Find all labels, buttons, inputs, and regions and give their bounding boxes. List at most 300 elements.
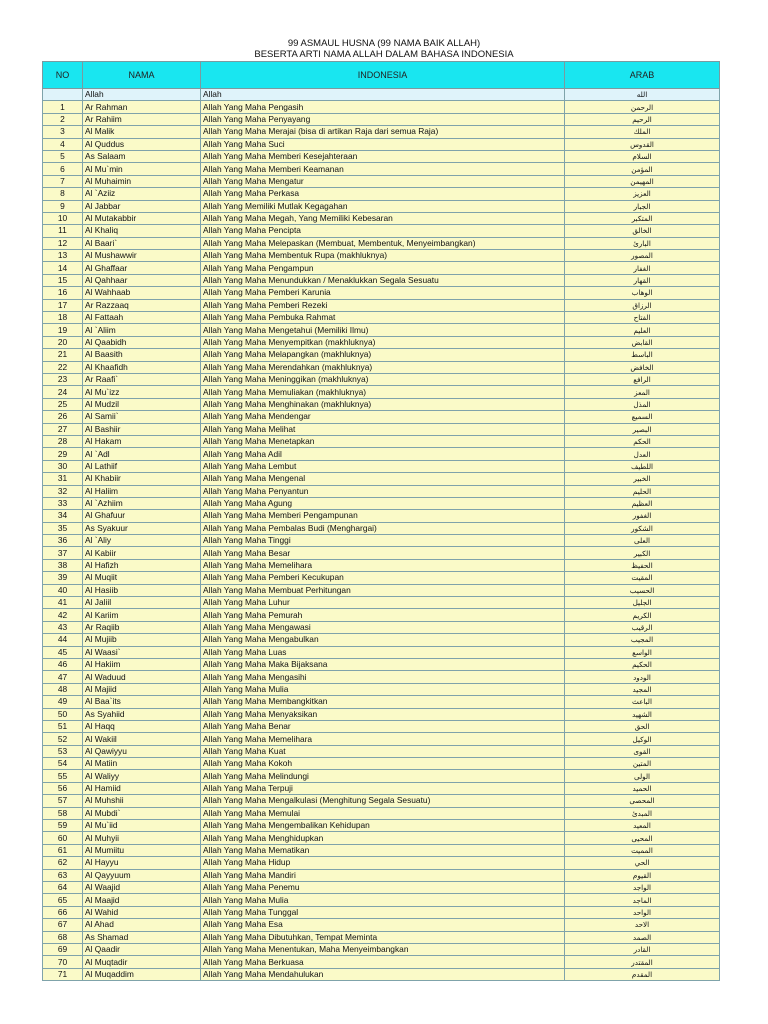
row-indonesian-meaning: Allah Yang Maha Esa	[201, 919, 565, 931]
row-number: 1	[43, 101, 83, 113]
table-row	[43, 597, 720, 609]
row-arabic-name: الرقيب	[565, 621, 720, 633]
table-row	[43, 621, 720, 633]
table-row	[43, 101, 720, 113]
row-number: 22	[43, 361, 83, 373]
row-indonesian-meaning: Allah Yang Maha Merajai (bisa di artikan Raja dari semua Raja)	[201, 126, 565, 138]
row-indonesian-meaning: Allah Yang Maha Luhur	[201, 597, 565, 609]
row-arabic-name: الخبير	[565, 473, 720, 485]
row-arabic-name: الحميد	[565, 782, 720, 794]
table-row	[43, 758, 720, 770]
row-number: 52	[43, 733, 83, 745]
row-name: Al Kariim	[83, 609, 201, 621]
table-row	[43, 894, 720, 906]
row-name: Al Jaliil	[83, 597, 201, 609]
row-name: Al Qahhaar	[83, 274, 201, 286]
row-arabic-name: الرزاق	[565, 299, 720, 311]
row-indonesian-meaning: Allah Yang Maha Mulia	[201, 894, 565, 906]
row-number: 41	[43, 597, 83, 609]
row-number: 30	[43, 460, 83, 472]
row-arabic-name: الله	[565, 89, 720, 101]
row-name: Al Mu`min	[83, 163, 201, 175]
row-indonesian-meaning: Allah Yang Maha Mendengar	[201, 411, 565, 423]
table-row	[43, 212, 720, 224]
row-name: Al Kabiir	[83, 547, 201, 559]
row-indonesian-meaning: Allah Yang Maha Memberi Keamanan	[201, 163, 565, 175]
row-arabic-name: الرافع	[565, 373, 720, 385]
table-row	[43, 460, 720, 472]
row-indonesian-meaning: Allah Yang Maha Memelihara	[201, 733, 565, 745]
row-name: Al Hafizh	[83, 559, 201, 571]
row-indonesian-meaning: Allah Yang Maha Mengabulkan	[201, 634, 565, 646]
table-row	[43, 435, 720, 447]
row-indonesian-meaning: Allah Yang Maha Megah, Yang Memiliki Kebesaran	[201, 212, 565, 224]
row-indonesian-meaning: Allah Yang Maha Berkuasa	[201, 956, 565, 968]
row-number: 12	[43, 237, 83, 249]
row-name: Al Malik	[83, 126, 201, 138]
row-arabic-name: الملك	[565, 126, 720, 138]
row-number: 59	[43, 820, 83, 832]
row-arabic-name: المحصى	[565, 795, 720, 807]
row-indonesian-meaning: Allah Yang Maha Hidup	[201, 857, 565, 869]
table-row	[43, 175, 720, 187]
row-name: Al Khaliq	[83, 225, 201, 237]
row-arabic-name: العليم	[565, 324, 720, 336]
row-name: As Salaam	[83, 150, 201, 162]
row-indonesian-meaning: Allah Yang Maha Memberi Pengampunan	[201, 510, 565, 522]
row-indonesian-meaning: Allah Yang Maha Pembuka Rahmat	[201, 312, 565, 324]
row-indonesian-meaning: Allah Yang Maha Melepaskan (Membuat, Membentuk, Menyeimbangkan)	[201, 237, 565, 249]
row-name: As Syahiid	[83, 708, 201, 720]
row-number: 68	[43, 931, 83, 943]
row-number: 61	[43, 844, 83, 856]
row-number: 48	[43, 683, 83, 695]
row-number: 19	[43, 324, 83, 336]
row-number: 13	[43, 250, 83, 262]
row-indonesian-meaning: Allah Yang Maha Benar	[201, 720, 565, 732]
table-header-row	[43, 62, 720, 89]
row-name: Al Ghafuur	[83, 510, 201, 522]
row-name: Al Mu`izz	[83, 386, 201, 398]
row-number: 55	[43, 770, 83, 782]
row-arabic-name: العزيز	[565, 188, 720, 200]
row-name: Al `Adl	[83, 448, 201, 460]
row-arabic-name: الولى	[565, 770, 720, 782]
table-row	[43, 943, 720, 955]
row-indonesian-meaning: Allah Yang Maha Mandiri	[201, 869, 565, 881]
row-number: 37	[43, 547, 83, 559]
row-indonesian-meaning: Allah Yang Maha Mengasihi	[201, 671, 565, 683]
row-name: Al Ahad	[83, 919, 201, 931]
row-arabic-name: الجليل	[565, 597, 720, 609]
row-arabic-name: الكريم	[565, 609, 720, 621]
row-name: Al `Azhiim	[83, 497, 201, 509]
row-number: 50	[43, 708, 83, 720]
row-indonesian-meaning: Allah Yang Maha Mulia	[201, 683, 565, 695]
row-number: 39	[43, 572, 83, 584]
row-arabic-name: القهار	[565, 274, 720, 286]
row-number: 38	[43, 559, 83, 571]
row-number: 35	[43, 522, 83, 534]
row-number: 44	[43, 634, 83, 646]
row-indonesian-meaning: Allah Yang Maha Menentukan, Maha Menyeimbangkan	[201, 943, 565, 955]
row-number: 8	[43, 188, 83, 200]
table-row	[43, 473, 720, 485]
row-arabic-name: الكبير	[565, 547, 720, 559]
row-arabic-name: المؤمن	[565, 163, 720, 175]
row-name: Al Mu`iid	[83, 820, 201, 832]
row-indonesian-meaning: Allah Yang Maha Merendahkan (makhluknya)	[201, 361, 565, 373]
table-row	[43, 312, 720, 324]
table-row	[43, 956, 720, 968]
row-number: 32	[43, 485, 83, 497]
row-number: 9	[43, 200, 83, 212]
row-indonesian-meaning: Allah Yang Maha Membentuk Rupa (makhluknya)	[201, 250, 565, 262]
table-row	[43, 349, 720, 361]
row-name: Al Haqq	[83, 720, 201, 732]
row-name: Al Maajid	[83, 894, 201, 906]
row-arabic-name: العدل	[565, 448, 720, 460]
row-indonesian-meaning: Allah Yang Maha Menghinakan (makhluknya)	[201, 398, 565, 410]
row-indonesian-meaning: Allah Yang Maha Mengenal	[201, 473, 565, 485]
row-indonesian-meaning: Allah Yang Maha Penyayang	[201, 113, 565, 125]
row-number: 53	[43, 745, 83, 757]
row-indonesian-meaning: Allah Yang Maha Dibutuhkan, Tempat Meminta	[201, 931, 565, 943]
row-indonesian-meaning: Allah Yang Maha Pencipta	[201, 225, 565, 237]
row-name: Al Mutakabbir	[83, 212, 201, 224]
row-name: Al `Aliy	[83, 535, 201, 547]
row-arabic-name: المعز	[565, 386, 720, 398]
row-name: Al Baari`	[83, 237, 201, 249]
row-name: Al Waasi`	[83, 646, 201, 658]
table-row	[43, 770, 720, 782]
row-name: Al Haliim	[83, 485, 201, 497]
row-name: Al Wahid	[83, 906, 201, 918]
row-number: 31	[43, 473, 83, 485]
row-number: 43	[43, 621, 83, 633]
row-name: Al Muqaddim	[83, 968, 201, 980]
row-number: 33	[43, 497, 83, 509]
row-indonesian-meaning: Allah Yang Maha Lembut	[201, 460, 565, 472]
row-number: 21	[43, 349, 83, 361]
table-row	[43, 869, 720, 881]
row-arabic-name: الواجد	[565, 882, 720, 894]
row-arabic-name: المحيى	[565, 832, 720, 844]
row-arabic-name: المبدئ	[565, 807, 720, 819]
row-name: Al Waduud	[83, 671, 201, 683]
row-arabic-name: اللطيف	[565, 460, 720, 472]
table-row	[43, 696, 720, 708]
row-arabic-name: الواحد	[565, 906, 720, 918]
row-arabic-name: الواسع	[565, 646, 720, 658]
table-row	[43, 423, 720, 435]
row-name: Al Baasith	[83, 349, 201, 361]
row-arabic-name: الماجد	[565, 894, 720, 906]
row-name: Al Matiin	[83, 758, 201, 770]
row-arabic-name: الحي	[565, 857, 720, 869]
row-name: Ar Rahman	[83, 101, 201, 113]
row-arabic-name: الحفيظ	[565, 559, 720, 571]
row-indonesian-meaning: Allah Yang Maha Maka Bijaksana	[201, 658, 565, 670]
table-row	[43, 411, 720, 423]
row-indonesian-meaning: Allah Yang Maha Suci	[201, 138, 565, 150]
row-name: Ar Rahiim	[83, 113, 201, 125]
table-row	[43, 671, 720, 683]
row-number: 11	[43, 225, 83, 237]
table-row	[43, 658, 720, 670]
row-name: Al Majiid	[83, 683, 201, 695]
row-arabic-name: القادر	[565, 943, 720, 955]
row-number: 3	[43, 126, 83, 138]
table-row	[43, 584, 720, 596]
row-arabic-name: الغفور	[565, 510, 720, 522]
row-arabic-name: الحكيم	[565, 658, 720, 670]
row-indonesian-meaning: Allah Yang Maha Mengawasi	[201, 621, 565, 633]
row-name: Al `Aliim	[83, 324, 201, 336]
table-row	[43, 547, 720, 559]
row-arabic-name: المهيمن	[565, 175, 720, 187]
row-number: 2	[43, 113, 83, 125]
table-row	[43, 795, 720, 807]
row-number: 51	[43, 720, 83, 732]
row-arabic-name: المصور	[565, 250, 720, 262]
row-name: Al Muhaimin	[83, 175, 201, 187]
row-indonesian-meaning: Allah Yang Maha Mematikan	[201, 844, 565, 856]
row-indonesian-meaning: Allah Yang Maha Melindungi	[201, 770, 565, 782]
row-name: Al Quddus	[83, 138, 201, 150]
table-row	[43, 832, 720, 844]
row-number: 10	[43, 212, 83, 224]
row-arabic-name: الفتاح	[565, 312, 720, 324]
row-name: Al Jabbar	[83, 200, 201, 212]
row-arabic-name: القيوم	[565, 869, 720, 881]
row-name: Al Hamiid	[83, 782, 201, 794]
table-row	[43, 522, 720, 534]
row-number: 58	[43, 807, 83, 819]
row-indonesian-meaning: Allah Yang Maha Besar	[201, 547, 565, 559]
table-row	[43, 683, 720, 695]
table-row	[43, 820, 720, 832]
table-row	[43, 225, 720, 237]
row-arabic-name: الصمد	[565, 931, 720, 943]
row-arabic-name: البارئ	[565, 237, 720, 249]
row-arabic-name: المقيت	[565, 572, 720, 584]
row-indonesian-meaning: Allah Yang Maha Kuat	[201, 745, 565, 757]
row-indonesian-meaning: Allah Yang Maha Memelihara	[201, 559, 565, 571]
row-number: 6	[43, 163, 83, 175]
row-indonesian-meaning: Allah Yang Maha Agung	[201, 497, 565, 509]
table-row	[43, 361, 720, 373]
table-row	[43, 200, 720, 212]
row-number: 64	[43, 882, 83, 894]
row-indonesian-meaning: Allah Yang Maha Penemu	[201, 882, 565, 894]
row-name: Al Muqiit	[83, 572, 201, 584]
table-row	[43, 150, 720, 162]
row-name: As Shamad	[83, 931, 201, 943]
asmaul-husna-table	[42, 61, 720, 981]
row-arabic-name: الباسط	[565, 349, 720, 361]
table-row	[43, 720, 720, 732]
row-name: Al Hasiib	[83, 584, 201, 596]
row-number: 45	[43, 646, 83, 658]
row-name: Al Lathiif	[83, 460, 201, 472]
row-indonesian-meaning: Allah Yang Maha Meninggikan (makhluknya)	[201, 373, 565, 385]
table-row	[43, 113, 720, 125]
table-row	[43, 324, 720, 336]
header-arab: ARAB	[565, 62, 720, 89]
row-name: Al Hakam	[83, 435, 201, 447]
row-indonesian-meaning: Allah Yang Memiliki Mutlak Kegagahan	[201, 200, 565, 212]
row-number: 17	[43, 299, 83, 311]
row-number: 5	[43, 150, 83, 162]
document-title: 99 ASMAUL HUSNA (99 NAMA BAIK ALLAH)	[287, 38, 481, 49]
row-arabic-name: الباعث	[565, 696, 720, 708]
row-number	[43, 89, 83, 101]
row-name: Al Muqtadir	[83, 956, 201, 968]
row-indonesian-meaning: Allah Yang Maha Penyantun	[201, 485, 565, 497]
row-number: 15	[43, 274, 83, 286]
row-indonesian-meaning: Allah Yang Maha Menyempitkan (makhluknya)	[201, 336, 565, 348]
row-indonesian-meaning: Allah Yang Maha Menghidupkan	[201, 832, 565, 844]
row-arabic-name: الجبار	[565, 200, 720, 212]
row-number: 20	[43, 336, 83, 348]
row-name: Al Waliyy	[83, 770, 201, 782]
row-name: Al Muhshii	[83, 795, 201, 807]
header-no: NO	[43, 62, 83, 89]
table-row	[43, 262, 720, 274]
row-name: Ar Raafi`	[83, 373, 201, 385]
table-row	[43, 968, 720, 980]
row-arabic-name: القوى	[565, 745, 720, 757]
row-arabic-name: المتين	[565, 758, 720, 770]
row-indonesian-meaning: Allah Yang Maha Pembalas Budi (Menghargai)	[201, 522, 565, 534]
table-row	[43, 386, 720, 398]
table-row	[43, 919, 720, 931]
row-name: Al Mubdi`	[83, 807, 201, 819]
row-arabic-name: الاحد	[565, 919, 720, 931]
row-number: 70	[43, 956, 83, 968]
row-number: 36	[43, 535, 83, 547]
table-row	[43, 163, 720, 175]
row-arabic-name: الوهاب	[565, 287, 720, 299]
row-name: Ar Raqiib	[83, 621, 201, 633]
table-row	[43, 708, 720, 720]
row-number: 63	[43, 869, 83, 881]
row-indonesian-meaning: Allah Yang Maha Pengasih	[201, 101, 565, 113]
table-row	[43, 646, 720, 658]
row-arabic-name: السلام	[565, 150, 720, 162]
row-name: Al Mujiib	[83, 634, 201, 646]
row-name: Al Khabiir	[83, 473, 201, 485]
table-row	[43, 510, 720, 522]
row-name: Al Qawiyyu	[83, 745, 201, 757]
row-arabic-name: الغفار	[565, 262, 720, 274]
row-name: Al Hakiim	[83, 658, 201, 670]
row-number: 60	[43, 832, 83, 844]
row-name: Al Mudzil	[83, 398, 201, 410]
row-number: 65	[43, 894, 83, 906]
table-row	[43, 535, 720, 547]
row-arabic-name: السميع	[565, 411, 720, 423]
row-arabic-name: المعيد	[565, 820, 720, 832]
row-name: Al Mushawwir	[83, 250, 201, 262]
row-number: 27	[43, 423, 83, 435]
table-row	[43, 485, 720, 497]
row-arabic-name: الرحمن	[565, 101, 720, 113]
row-number: 71	[43, 968, 83, 980]
row-number: 40	[43, 584, 83, 596]
table-row	[43, 237, 720, 249]
row-indonesian-meaning: Allah Yang Maha Perkasa	[201, 188, 565, 200]
row-indonesian-meaning: Allah Yang Maha Pemberi Kecukupan	[201, 572, 565, 584]
row-indonesian-meaning: Allah Yang Maha Membangkitkan	[201, 696, 565, 708]
row-arabic-name: الخالق	[565, 225, 720, 237]
row-indonesian-meaning: Allah Yang Maha Tinggi	[201, 535, 565, 547]
row-name: Al Fattaah	[83, 312, 201, 324]
row-name: Al Baa`its	[83, 696, 201, 708]
table-row	[43, 844, 720, 856]
table-row	[43, 559, 720, 571]
row-arabic-name: البصير	[565, 423, 720, 435]
row-name: As Syakuur	[83, 522, 201, 534]
row-arabic-name: المتكبر	[565, 212, 720, 224]
row-indonesian-meaning: Allah Yang Maha Memulai	[201, 807, 565, 819]
row-arabic-name: الحليم	[565, 485, 720, 497]
row-arabic-name: المجيب	[565, 634, 720, 646]
row-arabic-name: المقدم	[565, 968, 720, 980]
row-number: 67	[43, 919, 83, 931]
row-indonesian-meaning: Allah Yang Maha Mengatur	[201, 175, 565, 187]
row-arabic-name: الحسيب	[565, 584, 720, 596]
row-indonesian-meaning: Allah Yang Maha Luas	[201, 646, 565, 658]
row-name: Al `Aziiz	[83, 188, 201, 200]
row-indonesian-meaning: Allah Yang Maha Menyaksikan	[201, 708, 565, 720]
row-indonesian-meaning: Allah Yang Maha Terpuji	[201, 782, 565, 794]
row-indonesian-meaning: Allah Yang Maha Menundukkan / Menaklukkan Segala Sesuatu	[201, 274, 565, 286]
row-indonesian-meaning: Allah Yang Maha Kokoh	[201, 758, 565, 770]
table-row	[43, 733, 720, 745]
row-indonesian-meaning: Allah	[201, 89, 565, 101]
row-number: 16	[43, 287, 83, 299]
row-arabic-name: الشكور	[565, 522, 720, 534]
table-row	[43, 782, 720, 794]
row-indonesian-meaning: Allah Yang Maha Tunggal	[201, 906, 565, 918]
row-name: Al Wahhaab	[83, 287, 201, 299]
row-indonesian-meaning: Allah Yang Maha Mengetahui (Memiliki Ilmu)	[201, 324, 565, 336]
table-row	[43, 89, 720, 101]
table-row	[43, 274, 720, 286]
row-arabic-name: الودود	[565, 671, 720, 683]
table-row	[43, 336, 720, 348]
row-arabic-name: المميت	[565, 844, 720, 856]
table-row	[43, 609, 720, 621]
row-indonesian-meaning: Allah Yang Maha Membuat Perhitungan	[201, 584, 565, 596]
row-number: 4	[43, 138, 83, 150]
row-name: Al Ghaffaar	[83, 262, 201, 274]
table-row	[43, 250, 720, 262]
row-number: 56	[43, 782, 83, 794]
row-arabic-name: الحكم	[565, 435, 720, 447]
row-arabic-name: الشهيد	[565, 708, 720, 720]
table-body	[43, 89, 720, 981]
table-row	[43, 906, 720, 918]
row-arabic-name: العلى	[565, 535, 720, 547]
table-row	[43, 634, 720, 646]
row-arabic-name: الوكيل	[565, 733, 720, 745]
table-row	[43, 287, 720, 299]
row-number: 7	[43, 175, 83, 187]
row-name: Al Samii`	[83, 411, 201, 423]
